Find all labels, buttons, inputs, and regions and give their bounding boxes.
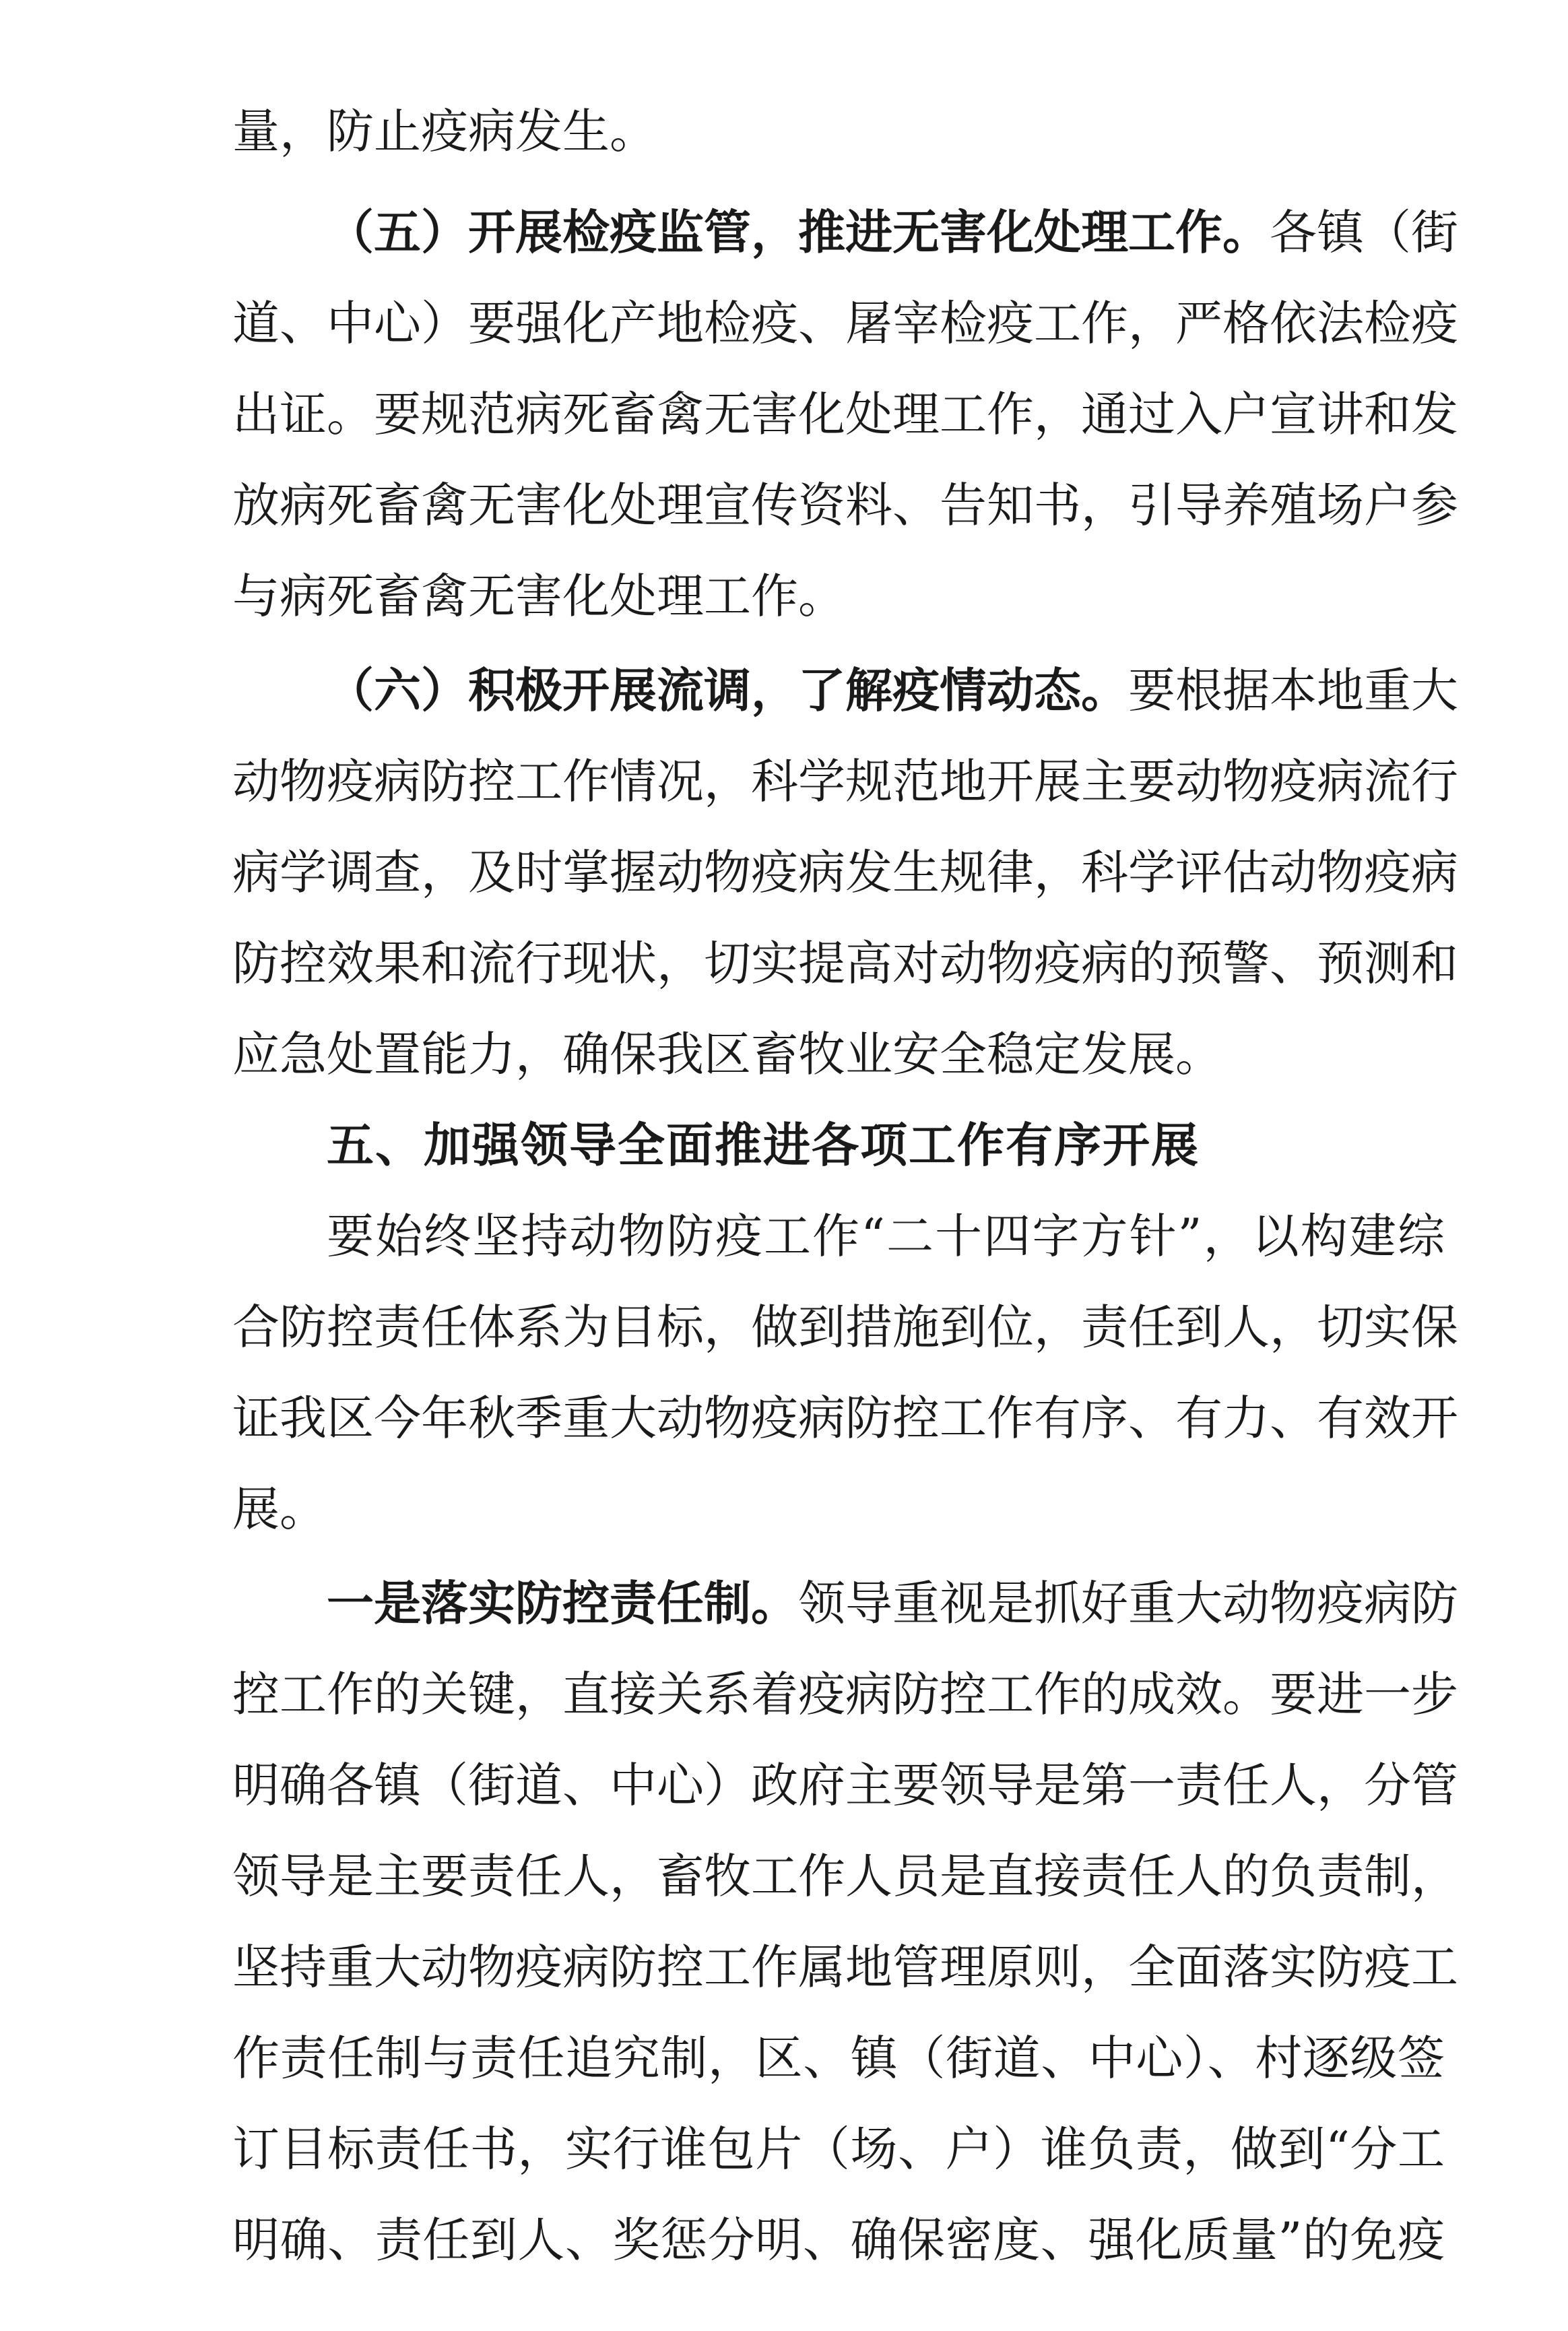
text-line: 各镇（街: [1270, 205, 1458, 260]
text-line: 展。: [232, 1481, 327, 1537]
text-line: 领导是主要责任人，畜牧工作人员是直接责任人的负责制，: [232, 1849, 1458, 1904]
section-6-title: （六）积极开展流调，了解疫情动态。: [327, 663, 1128, 718]
section-6-first-line: [327, 660, 1458, 721]
section-5-title: （五）开展检疫监管，推进无害化处理工作。: [327, 205, 1270, 260]
text-line: 动物疫病防控工作情况，科学规范地开展主要动物疫病流行: [232, 754, 1458, 809]
item-1-first-line: [327, 1573, 1458, 1634]
text-line: 量，防止疫病发生。: [232, 104, 657, 159]
item-1-title: 一是落实防控责任制。: [327, 1576, 798, 1631]
text-line: 领导重视是抓好重大动物疫病防: [798, 1576, 1458, 1631]
section-5-first-line: [327, 202, 1458, 263]
text-line: 要始终坚持动物防疫工作“二十四字方针”，以构建综: [327, 1209, 1445, 1264]
text-line: 合防控责任体系为目标，做到措施到位，责任到人，切实保: [232, 1300, 1458, 1355]
text-line: 放病死畜禽无害化处理宣传资料、告知书，引导养殖场户参: [232, 478, 1458, 533]
text-line: 证我区今年秋季重大动物疫病防控工作有序、有力、有效开: [232, 1391, 1458, 1446]
text-line: 要根据本地重大: [1128, 663, 1458, 718]
text-line: 控工作的关键，直接关系着疫病防控工作的成效。要进一步: [232, 1667, 1458, 1722]
text-line: 应急处置能力，确保我区畜牧业安全稳定发展。: [232, 1027, 1222, 1082]
paragraph-continuation-line: [232, 101, 657, 162]
text-line: 与病死畜禽无害化处理工作。: [232, 569, 845, 624]
text-line: 病学调查，及时掌握动物疫病发生规律，科学评估动物疫病: [232, 845, 1458, 900]
section-heading-5: 五、加强领导全面推进各项工作有序开展: [327, 1118, 1200, 1173]
text-line: 明确、责任到人、奖惩分明、确保密度、强化质量”的免疫: [232, 2212, 1445, 2268]
text-line: 订目标责任书，实行谁包片（场、户）谁负责，做到“分工: [232, 2121, 1445, 2177]
text-line: 出证。要规范病死畜禽无害化处理工作，通过入户宣讲和发: [232, 387, 1458, 442]
text-line: 作责任制与责任追究制，区、镇（街道、中心）、村逐级签: [232, 2031, 1445, 2086]
text-line: 坚持重大动物疫病防控工作属地管理原则，全面落实防疫工: [232, 1940, 1458, 1995]
text-line: 道、中心）要强化产地检疫、屠宰检疫工作，严格依法检疫: [232, 296, 1458, 351]
text-line: 明确各镇（街道、中心）政府主要领导是第一责任人，分管: [232, 1758, 1458, 1813]
text-line: 防控效果和流行现状，切实提高对动物疫病的预警、预测和: [232, 936, 1458, 991]
